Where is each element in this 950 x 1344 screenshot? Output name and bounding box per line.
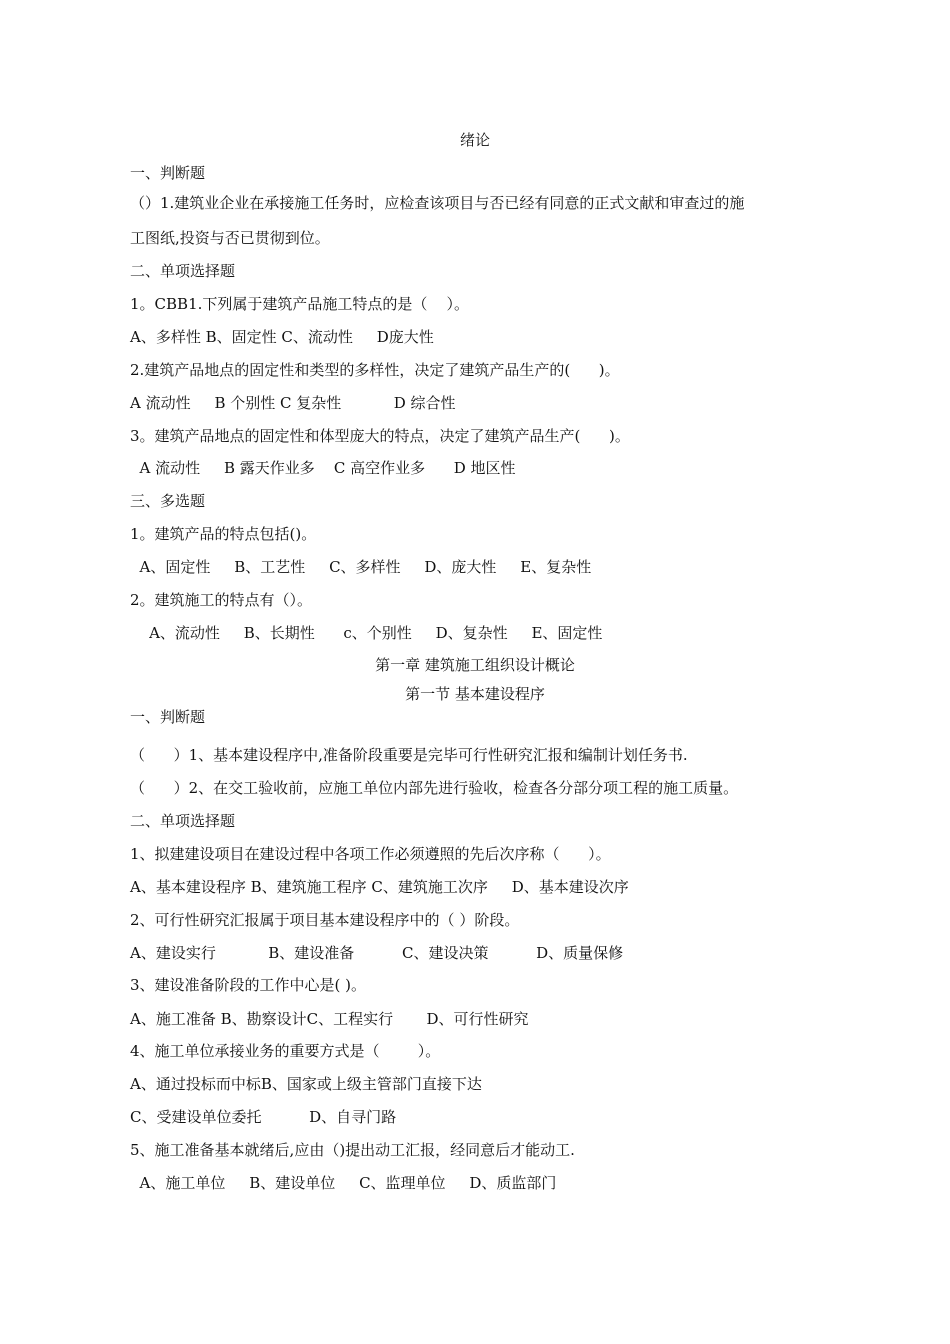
chapter1-single-q5-options: A、施工单位 B、建设单位 C、监理单位 D、质监部门: [130, 1174, 557, 1192]
intro-judgement-q1-line1: （）1.建筑业企业在承接施工任务时，应检查该项目与否已经有同意的正式文献和审查过的施: [130, 194, 745, 212]
chapter1-judgement-q1: （ ）1、基本建设程序中,准备阶段重要是完毕可行性研究汇报和编制计划任务书.: [130, 746, 688, 764]
chapter1-single-q4: 4、施工单位承接业务的重要方式是（ ）。: [130, 1042, 441, 1060]
chapter1-single-q1-options: A、基本建设程序 B、建筑施工程序 C、建筑施工次序 D、基本建设次序: [130, 878, 629, 896]
chapter1-single-q4-options-ab: A、通过投标而中标B、国家或上级主管部门直接下达: [130, 1075, 482, 1093]
intro-single-q2-options: A 流动性 B 个别性 C 复杂性 D 综合性: [130, 394, 456, 412]
intro-single-q2: 2.建筑产品地点的固定性和类型的多样性，决定了建筑产品生产的( )。: [130, 361, 620, 379]
intro-multi-q2: 2。建筑施工的特点有（）。: [130, 591, 313, 609]
chapter1-single-q5: 5、施工准备基本就绪后,应由（)提出动工汇报，经同意后才能动工.: [130, 1141, 575, 1159]
intro-section-multi-choice-heading: 三、多选题: [130, 492, 206, 510]
chapter1-single-q1: 1、拟建建设项目在建设过程中各项工作必须遵照的先后次序称（ ）。: [130, 845, 611, 863]
chapter1-title: 第一章 建筑施工组织设计概论: [375, 656, 575, 674]
intro-section-judgement-heading: 一、判断题: [130, 164, 206, 182]
intro-single-q1: 1。CBB1.下列属于建筑产品施工特点的是（ ）。: [130, 295, 469, 313]
intro-multi-q1: 1。建筑产品的特点包括()。: [130, 525, 317, 543]
chapter1-single-q4-options-cd: C、受建设单位委托 D、自寻门路: [130, 1108, 397, 1126]
chapter1-single-q3-options: A、施工准备 B、勘察设计C、工程实行 D、可行性研究: [130, 1010, 529, 1028]
chapter1-single-q3: 3、建设准备阶段的工作中心是( )。: [130, 976, 367, 994]
chapter1-single-q2: 2、可行性研究汇报属于项目基本建设程序中的（ ）阶段。: [130, 911, 520, 929]
chapter1-section-title: 第一节 基本建设程序: [405, 685, 545, 703]
intro-single-q1-options: A、多样性 B、固定性 C、流动性 D庞大性: [130, 328, 434, 346]
intro-multi-q2-options: A、流动性 B、长期性 c、个别性 D、复杂性 E、固定性: [130, 624, 603, 642]
intro-multi-q1-options: A、固定性 B、工艺性 C、多样性 D、庞大性 E、复杂性: [130, 558, 592, 576]
intro-judgement-q1-line2: 工图纸,投资与否已贯彻到位。: [130, 229, 330, 247]
chapter1-judgement-q2: （ ）2、在交工验收前，应施工单位内部先进行验收，检查各分部分项工程的施工质量。: [130, 779, 739, 797]
intro-title: 绪论: [459, 131, 490, 149]
intro-single-q3: 3。建筑产品地点的固定性和体型庞大的特点，决定了建筑产品生产( )。: [130, 427, 630, 445]
chapter1-section-judgement-heading: 一、判断题: [130, 708, 206, 726]
chapter1-single-q2-options: A、建设实行 B、建设准备 C、建设决策 D、质量保修: [130, 944, 624, 962]
intro-section-single-choice-heading: 二、单项选择题: [130, 262, 236, 280]
intro-single-q3-options: A 流动性 B 露天作业多 C 高空作业多 D 地区性: [130, 459, 516, 477]
chapter1-section-single-choice-heading: 二、单项选择题: [130, 812, 236, 830]
